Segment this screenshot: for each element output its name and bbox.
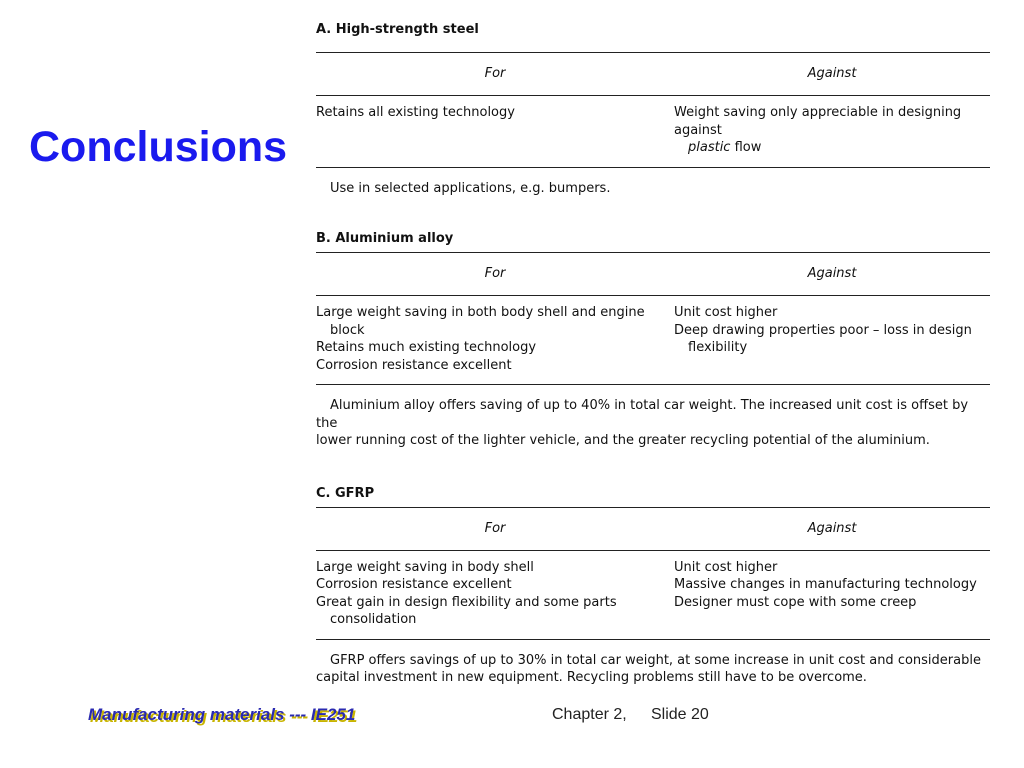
footer-separator: , (622, 706, 627, 723)
for-against-row (316, 551, 990, 639)
for-cell (316, 104, 674, 157)
footer-slide-number: Slide 20 (651, 706, 709, 723)
for-against-row (316, 296, 990, 384)
section-summary (316, 385, 990, 450)
summary-line: capital investment in new equipment. Recycling problems still have to be overcome. (316, 670, 867, 685)
for-item-continuation: consolidation (330, 612, 417, 627)
column-header-row (316, 253, 990, 295)
for-cell (316, 559, 674, 629)
footer-chapter (552, 706, 627, 724)
emphasis-text: plastic (688, 140, 731, 155)
for-item-continuation: block (330, 322, 365, 338)
footer-chapter-label: Chapter 2 (552, 706, 623, 723)
section-summary: Use in selected applications, e.g. bumpers. (330, 180, 611, 196)
for-cell (316, 304, 674, 374)
against-item: Weight saving only appreciable in designing against (674, 105, 962, 138)
against-item-continuation: flexibility (688, 340, 748, 355)
for-item: Retains all existing technology (316, 105, 515, 120)
against-item-continuation (674, 139, 990, 157)
summary-line: lower running cost of the lighter vehicle, and the greater recycling potential of the aluminium. (316, 433, 930, 448)
for-item: Corrosion resistance excellent (316, 577, 512, 592)
against-cell (674, 559, 990, 629)
against-column-header: Against (807, 266, 857, 282)
slide-title: Conclusions (29, 123, 288, 171)
against-item-tail: flow (730, 140, 762, 155)
against-item: Unit cost higher (674, 559, 778, 575)
section-heading: C. GFRP (316, 485, 375, 501)
against-cell (674, 304, 990, 374)
for-item: Great gain in design flexibility and some parts (316, 594, 617, 610)
section-high-strength-steel (316, 20, 990, 197)
against-item: Massive changes in manufacturing technology (674, 577, 977, 592)
for-column-header: For (484, 66, 506, 82)
section-gfrp (316, 484, 990, 687)
column-header-row (316, 53, 990, 95)
against-cell (674, 104, 990, 157)
for-against-row (316, 96, 990, 167)
summary-line: GFRP offers savings of up to 30% in total car weight, at some increase in unit cost and considerable (330, 652, 981, 668)
column-header-row (316, 508, 990, 550)
for-item: Large weight saving in body shell (316, 559, 534, 575)
against-item: Designer must cope with some creep (674, 594, 917, 610)
comparison-document (316, 20, 990, 687)
for-item: Corrosion resistance excellent (316, 357, 512, 373)
for-item: Retains much existing technology (316, 340, 537, 355)
against-item: Deep drawing properties poor – loss in design (674, 322, 972, 338)
section-aluminium-alloy (316, 229, 990, 450)
against-item: Unit cost higher (674, 305, 778, 320)
footer-course-name: Manufacturing materials --- IE251 (88, 705, 356, 724)
section-heading: A. High-strength steel (316, 22, 479, 37)
section-heading: B. Aluminium alloy (316, 231, 454, 246)
against-column-header: Against (807, 520, 857, 536)
for-item: Large weight saving in both body shell and engine (316, 305, 645, 320)
for-column-header: For (484, 266, 506, 282)
section-summary (316, 640, 990, 687)
against-column-header: Against (807, 66, 857, 82)
summary-line: Aluminium alloy offers saving of up to 40% in total car weight. The increased unit cost is offset by the (316, 398, 969, 431)
for-column-header: For (484, 520, 506, 536)
